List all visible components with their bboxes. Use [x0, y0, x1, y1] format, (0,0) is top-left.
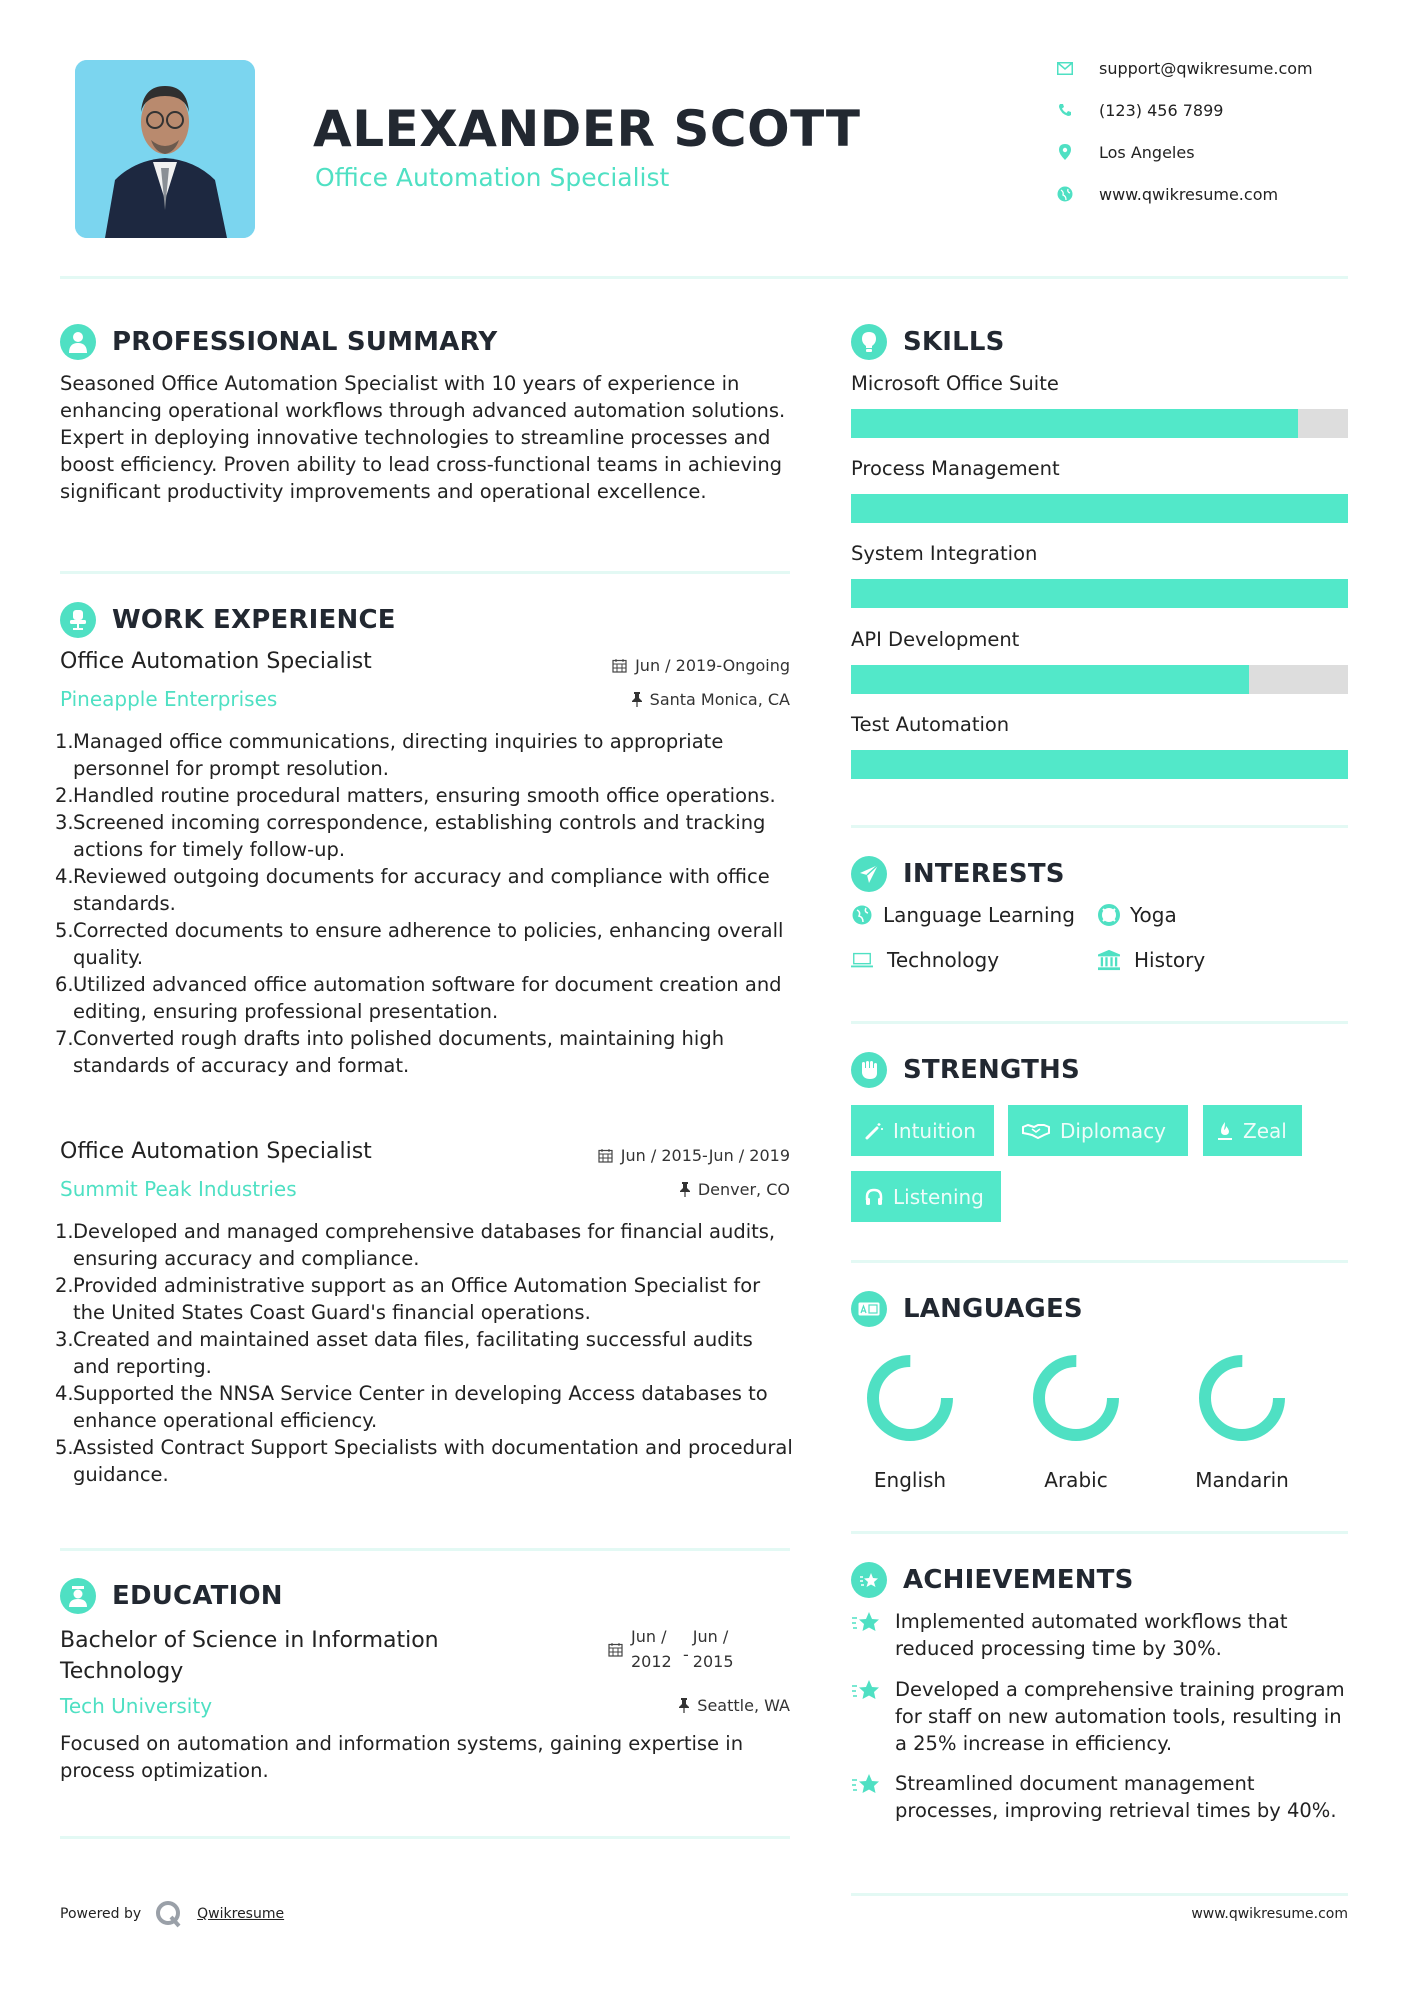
- duty-item: 7. Converted rough drafts into polished documents, maintaining high standards of accuracy and format.: [55, 1027, 725, 1077]
- lightbulb-icon: [851, 324, 887, 360]
- skill-bar: [851, 665, 1348, 694]
- skill-bar: [851, 409, 1348, 438]
- star-icon: [851, 1608, 895, 1662]
- summary-heading: [60, 324, 497, 360]
- candidate-name: ALEXANDER SCOTT: [313, 100, 861, 158]
- job-2-company: Summit Peak Industries: [60, 1177, 297, 1201]
- laptop-icon: [851, 949, 873, 971]
- skill-label: System Integration: [851, 542, 1038, 565]
- skill-bar-fill: [851, 409, 1298, 438]
- skill-bar-fill: [851, 750, 1348, 779]
- pushpin-icon: [679, 1698, 689, 1713]
- education-heading: [60, 1578, 283, 1614]
- job-2-dates: Jun / 2015-Jun / 2019: [598, 1146, 790, 1165]
- interest-item: Yoga: [1098, 903, 1177, 927]
- interest-item: History: [1098, 948, 1205, 972]
- achievements-heading: [851, 1562, 1134, 1598]
- education-start-date: Jun / 2012: [631, 1627, 672, 1671]
- strengths-heading: [851, 1052, 1080, 1088]
- achievement-item: Streamlined document management processes, improving retrieval times by 40%.: [851, 1770, 1351, 1824]
- skills-heading: [851, 324, 1005, 360]
- language-item: [850, 1348, 970, 1492]
- languages-heading: [851, 1291, 1083, 1327]
- duty-item: 1. Managed office communications, directing inquiries to appropriate personnel for prompt resolution.: [55, 730, 724, 780]
- experience-heading: [60, 602, 396, 638]
- skills-title: SKILLS: [903, 327, 1005, 357]
- achievement-item: Implemented automated workflows that reduced processing time by 30%.: [851, 1608, 1351, 1662]
- paper-plane-icon: [851, 856, 887, 892]
- skill-bar-fill: [851, 579, 1348, 608]
- contact-email[interactable]: [1055, 58, 1385, 78]
- language-item: [1182, 1348, 1302, 1492]
- handshake-icon: [1022, 1123, 1050, 1139]
- achievements-divider: [851, 1893, 1348, 1896]
- achievement-item: Developed a comprehensive training program for staff on new automation tools, resulting in a 25% increase in efficiency.: [851, 1676, 1351, 1757]
- contact-website[interactable]: [1055, 184, 1385, 204]
- education-degree: Bachelor of Science in Information Technology: [60, 1628, 439, 1684]
- skill-label: API Development: [851, 628, 1020, 651]
- strengths-divider: [851, 1260, 1348, 1263]
- interest-item: Language Learning: [851, 903, 1075, 927]
- job-2-location: Denver, CO: [680, 1180, 790, 1199]
- language-label: English: [873, 1468, 947, 1492]
- strength-chip: Intuition: [851, 1105, 994, 1156]
- contact-phone-text: (123) 456 7899: [1099, 100, 1224, 120]
- qwikresume-logo-icon: [155, 1900, 183, 1928]
- education-divider: [60, 1836, 790, 1839]
- language-label: Mandarin: [1195, 1468, 1289, 1492]
- contact-phone[interactable]: [1055, 100, 1385, 120]
- museum-icon: [1098, 949, 1120, 971]
- summary-divider: [60, 571, 790, 574]
- user-icon: [60, 324, 96, 360]
- summary-title: PROFESSIONAL SUMMARY: [112, 327, 498, 357]
- job-1-company: Pineapple Enterprises: [60, 687, 278, 711]
- skills-divider: [851, 825, 1348, 828]
- interests-heading: [851, 856, 1065, 892]
- fist-icon: [851, 1052, 887, 1088]
- contact-location-text: Los Angeles: [1099, 142, 1195, 162]
- phone-icon: [1055, 100, 1075, 120]
- strength-chip: Listening: [851, 1171, 1001, 1222]
- languages-title: LANGUAGES: [903, 1294, 1083, 1324]
- duty-item: 3. Screened incoming correspondence, establishing controls and tracking actions for timely follow-up.: [55, 811, 766, 861]
- duty-item: 5. Corrected documents to ensure adherence to policies, enhancing overall quality.: [55, 919, 784, 969]
- skill-bar: [851, 494, 1348, 523]
- language-progress-ring: [860, 1348, 960, 1448]
- education-school: Tech University: [60, 1694, 213, 1718]
- strength-chip: Zeal: [1203, 1105, 1302, 1156]
- star-icon: [851, 1676, 895, 1757]
- calendar-icon: [598, 1148, 613, 1163]
- envelope-icon: [1055, 58, 1075, 78]
- interests-divider: [851, 1021, 1348, 1024]
- achievements-title: ACHIEVEMENTS: [903, 1565, 1134, 1595]
- map-pin-icon: [1055, 142, 1075, 162]
- footer-website[interactable]: www.qwikresume.com: [1191, 1906, 1348, 1922]
- job-1-location: Santa Monica, CA: [632, 690, 790, 709]
- pushpin-icon: [680, 1182, 690, 1197]
- translate-icon: [851, 1291, 887, 1327]
- languages-divider: [851, 1531, 1348, 1534]
- job-2-title: Office Automation Specialist: [60, 1139, 372, 1164]
- skill-bar-fill: [851, 665, 1249, 694]
- experience-divider: [60, 1548, 790, 1551]
- summary-text: Seasoned Office Automation Specialist with 10 years of experience in enhancing operational workflows through advanced automation solutions. Expert in deploying innovative technologies to streamline processes and boost efficiency. Proven ability to lead cross-functional teams in achieving significant productivity improvements and operational excellence.: [60, 372, 786, 503]
- interest-item: Technology: [851, 948, 999, 972]
- education-description: Focused on automation and information systems, gaining expertise in process optimization.: [60, 1732, 744, 1782]
- footer-powered-by: Powered by Qwikresume: [60, 1900, 284, 1928]
- skill-bar: [851, 750, 1348, 779]
- duty-item: 2. Provided administrative support as an Office Automation Specialist for the United States Coast Guard's financial operations.: [55, 1274, 761, 1324]
- strength-chip: Diplomacy: [1008, 1105, 1188, 1156]
- skill-label: Microsoft Office Suite: [851, 372, 1059, 395]
- education-dates: Jun / 2012 - Jun / 2015: [608, 1624, 734, 1674]
- language-progress-ring: [1026, 1348, 1126, 1448]
- strengths-title: STRENGTHS: [903, 1055, 1080, 1085]
- duty-item: 4. Supported the NNSA Service Center in developing Access databases to enhance operational efficiency.: [55, 1382, 768, 1432]
- language-item: [1016, 1348, 1136, 1492]
- profile-photo: [75, 60, 255, 238]
- education-end-date: Jun / 2015: [692, 1627, 734, 1671]
- language-label: Arabic: [1044, 1468, 1108, 1492]
- contact-location: [1055, 142, 1385, 162]
- education-title: EDUCATION: [112, 1581, 283, 1611]
- header-divider: [60, 276, 1348, 279]
- magic-wand-icon: [865, 1122, 883, 1140]
- job-1-title: Office Automation Specialist: [60, 649, 372, 674]
- globe-icon: [1055, 184, 1075, 204]
- lifebuoy-icon: [1098, 904, 1120, 926]
- calendar-icon: [612, 658, 627, 673]
- candidate-role: Office Automation Specialist: [315, 163, 670, 192]
- job-1-dates: Jun / 2019-Ongoing: [612, 656, 790, 675]
- duty-item: 1. Developed and managed comprehensive databases for financial audits, ensuring accuracy and compliance.: [55, 1220, 776, 1270]
- interests-title: INTERESTS: [903, 859, 1065, 889]
- contact-email-text: support@qwikresume.com: [1099, 58, 1313, 78]
- education-location: Seattle, WA: [679, 1696, 790, 1715]
- duty-item: 5. Assisted Contract Support Specialists with documentation and procedural guidance.: [55, 1436, 793, 1486]
- skill-bar: [851, 579, 1348, 608]
- flame-icon: [1217, 1121, 1233, 1141]
- language-progress-ring: [1192, 1348, 1292, 1448]
- graduate-icon: [60, 1578, 96, 1614]
- contact-website-text: www.qwikresume.com: [1099, 184, 1279, 204]
- office-chair-icon: [60, 602, 96, 638]
- duty-item: 4. Reviewed outgoing documents for accuracy and compliance with office standards.: [55, 865, 770, 915]
- duty-item: 6. Utilized advanced office automation software for document creation and editing, ensuring professional presentation.: [55, 973, 782, 1023]
- star-icon: [851, 1770, 895, 1824]
- qwikresume-link[interactable]: Qwikresume: [197, 1906, 285, 1922]
- job-2-duties: [55, 1218, 795, 1488]
- job-1-duties: [55, 728, 795, 1079]
- star-badge-icon: [851, 1562, 887, 1598]
- duty-item: 2. Handled routine procedural matters, ensuring smooth office operations.: [55, 784, 776, 807]
- calendar-icon: [608, 1642, 623, 1657]
- pushpin-icon: [632, 692, 642, 707]
- skill-label: Process Management: [851, 457, 1060, 480]
- skill-label: Test Automation: [851, 713, 1010, 736]
- headphones-icon: [865, 1188, 883, 1206]
- duty-item: 3. Created and maintained asset data files, facilitating successful audits and reporting.: [55, 1328, 753, 1378]
- skill-bar-fill: [851, 494, 1348, 523]
- globe-icon: [851, 904, 873, 926]
- experience-title: WORK EXPERIENCE: [112, 605, 396, 635]
